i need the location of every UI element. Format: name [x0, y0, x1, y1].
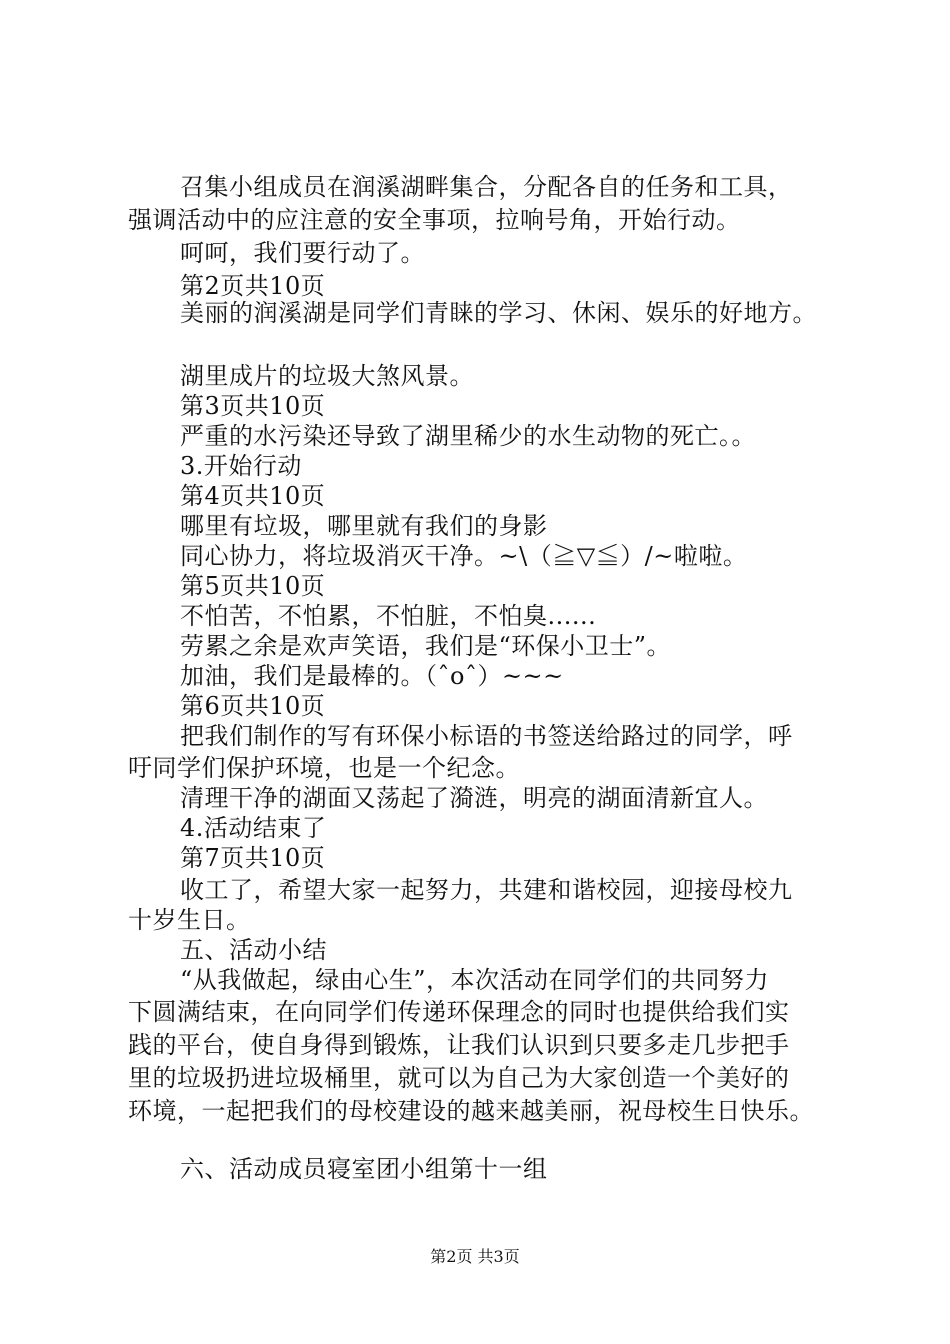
- body-line: 清理干净的湖面又荡起了漪涟，明亮的湖面清新宜人。: [180, 784, 768, 812]
- body-line: 加油，我们是最棒的。（ˆoˆ）~~~: [180, 662, 564, 690]
- body-line: 劳累之余是欢声笑语，我们是“环保小卫士”。: [180, 632, 672, 660]
- body-line: 严重的水污染还导致了湖里稀少的水生动物的死亡。。: [180, 422, 756, 450]
- body-line: “从我做起，绿由心生”，本次活动在同学们的共同努力: [180, 966, 770, 994]
- body-line: 环境，一起把我们的母校建设的越来越美丽，祝母校生日快乐。: [128, 1097, 814, 1125]
- body-line: 下圆满结束，在向同学们传递环保理念的同时也提供给我们实: [128, 998, 790, 1026]
- section-heading: 六、活动成员寝室团小组第十一组: [180, 1155, 548, 1183]
- body-line: 践的平台，使自身得到锻炼，让我们认识到只要多走几步把手: [128, 1031, 790, 1059]
- section-heading: 4.活动结束了: [180, 814, 327, 842]
- body-line: 哪里有垃圾，哪里就有我们的身影: [180, 512, 548, 540]
- body-line: 湖里成片的垃圾大煞风景。: [180, 362, 474, 390]
- body-line: 第3页共10页: [180, 392, 326, 420]
- body-line: 吁同学们保护环境，也是一个纪念。: [128, 754, 520, 782]
- body-line: 第2页共10页: [180, 272, 326, 300]
- section-heading: 五、活动小结: [180, 936, 327, 964]
- body-line: 第5页共10页: [180, 572, 326, 600]
- page-footer: 第2页 共3页: [430, 1247, 520, 1266]
- body-line: 第6页共10页: [180, 692, 326, 720]
- body-line: 强调活动中的应注意的安全事项，拉响号角，开始行动。: [128, 206, 741, 234]
- body-line: 十岁生日。: [128, 906, 251, 934]
- body-line: 呵呵，我们要行动了。: [180, 239, 425, 267]
- body-line: 收工了，希望大家一起努力，共建和谐校园，迎接母校九: [180, 876, 793, 904]
- body-line: 把我们制作的写有环保小标语的书签送给路过的同学，呼: [180, 722, 793, 750]
- body-line: 里的垃圾扔进垃圾桶里，就可以为自己为大家创造一个美好的: [128, 1064, 790, 1092]
- body-line: 不怕苦，不怕累，不怕脏，不怕臭......: [180, 602, 597, 630]
- section-heading: 3.开始行动: [180, 452, 302, 480]
- body-line: 第4页共10页: [180, 482, 326, 510]
- body-line: 同心协力，将垃圾消灭干净。~\（≧▽≦）/~啦啦。: [180, 542, 748, 570]
- body-line: 召集小组成员在润溪湖畔集合，分配各自的任务和工具，: [180, 173, 793, 201]
- body-line: 美丽的润溪湖是同学们青睐的学习、休闲、娱乐的好地方。: [180, 299, 817, 327]
- body-line: 第7页共10页: [180, 844, 326, 872]
